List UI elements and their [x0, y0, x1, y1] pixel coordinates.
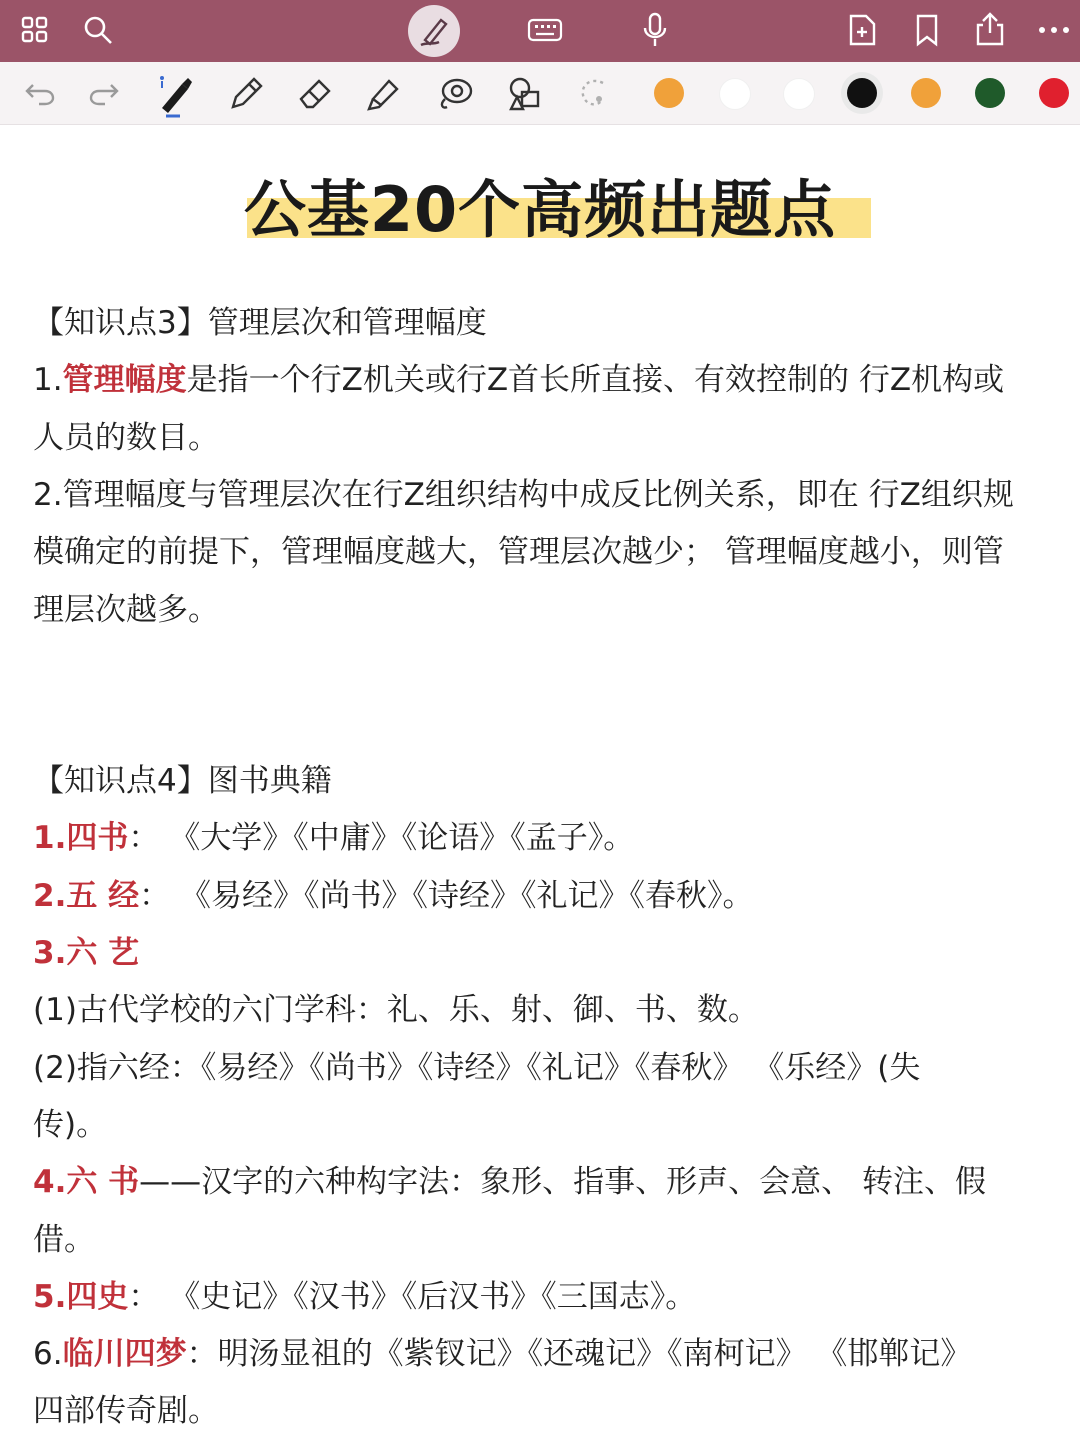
top-bar	[0, 0, 1080, 62]
color-swatch-orange[interactable]	[654, 78, 684, 108]
section-3-line-1	[33, 360, 1004, 400]
list-item-liuyi	[33, 933, 139, 973]
item-text: ：明汤显祖的《紫钗记》《还魂记》《南柯记》 《邯郸记》	[186, 1336, 972, 1372]
list-item-liuyi-2-cont: 传)。	[33, 1107, 108, 1143]
item-label: 5.四史	[33, 1279, 129, 1315]
undo-icon[interactable]	[22, 76, 58, 110]
pen-mode-icon[interactable]	[416, 13, 452, 49]
list-item-wujing	[33, 876, 754, 916]
page-title: 公基20个高频出题点	[243, 173, 837, 246]
more-icon[interactable]	[1036, 18, 1072, 42]
laser-icon[interactable]	[574, 74, 614, 114]
item-label: 临川四梦	[62, 1336, 187, 1372]
bookmark-icon[interactable]	[912, 12, 942, 48]
list-item-linchuan	[33, 1334, 971, 1374]
shapes-icon[interactable]	[504, 74, 546, 114]
item-text: ： 《易经》《尚书》《诗经》《礼记》《春秋》。	[139, 878, 754, 914]
list-item-liuyi-1: (1)古代学校的六门学科：礼、乐、射、御、书、数。	[33, 992, 759, 1028]
item-label: 4.六 书	[33, 1164, 140, 1200]
item-number: 1.	[33, 362, 63, 398]
color-swatch-white-1[interactable]	[719, 78, 751, 110]
eraser-icon[interactable]	[296, 74, 336, 114]
section-3-heading: 【知识点3】管理层次和管理幅度	[33, 305, 487, 341]
list-item-sishu	[33, 818, 634, 858]
item-number: 6.	[33, 1336, 63, 1372]
list-item-linchuan-cont: 四部传奇剧。	[33, 1393, 219, 1429]
section-4-heading: 【知识点4】图书典籍	[33, 763, 332, 799]
item-text: ： 《大学》《中庸》《论语》《孟子》。	[128, 820, 635, 856]
grid-icon[interactable]	[18, 13, 52, 47]
item-label: 2.五 经	[33, 878, 140, 914]
item-text: ——汉字的六种构字法：象形、指事、形声、会意、 转注、假	[139, 1164, 986, 1200]
list-item-sishi	[33, 1277, 696, 1317]
color-swatch-orange-2[interactable]	[911, 78, 941, 108]
highlighted-term: 管理幅度	[62, 362, 187, 398]
search-icon[interactable]	[80, 12, 116, 48]
keyboard-icon[interactable]	[526, 15, 564, 45]
redo-icon[interactable]	[86, 76, 122, 110]
section-3-line-3: 2.管理幅度与管理层次在行Z组织结构中成反比例关系，即在 行Z组织规	[33, 477, 1014, 513]
item-text: ： 《史记》《汉书》《后汉书》《三国志》。	[128, 1279, 697, 1315]
color-swatch-black-selected[interactable]	[847, 78, 877, 108]
pencil-icon[interactable]	[226, 74, 266, 114]
color-swatch-white-2[interactable]	[783, 78, 815, 110]
line-text: 是指一个行Z机关或行Z首长所直接、有效控制的 行Z机构或	[186, 362, 1005, 398]
color-swatch-green[interactable]	[975, 78, 1005, 108]
item-label: 3.六 艺	[33, 935, 140, 971]
section-3-line-4: 模确定的前提下，管理幅度越大，管理层次越少； 管理幅度越小，则管	[33, 534, 1004, 570]
share-icon[interactable]	[972, 10, 1008, 48]
list-item-liushu-cont: 借。	[33, 1222, 95, 1258]
new-page-icon[interactable]	[845, 12, 879, 48]
lasso-icon[interactable]	[434, 74, 476, 114]
section-3-line-2: 人员的数目。	[33, 420, 219, 456]
item-label: 1.四书	[33, 820, 129, 856]
highlighter-icon[interactable]	[364, 74, 404, 114]
list-item-liushu	[33, 1162, 986, 1202]
microphone-icon[interactable]	[640, 12, 670, 48]
list-item-liuyi-2: (2)指六经：《易经》《尚书》《诗经》《礼记》《春秋》 《乐经》(失	[33, 1050, 921, 1086]
fountain-pen-icon[interactable]	[152, 70, 196, 118]
color-swatch-red[interactable]	[1039, 78, 1069, 108]
section-3-line-5: 理层次越多。	[33, 592, 219, 628]
